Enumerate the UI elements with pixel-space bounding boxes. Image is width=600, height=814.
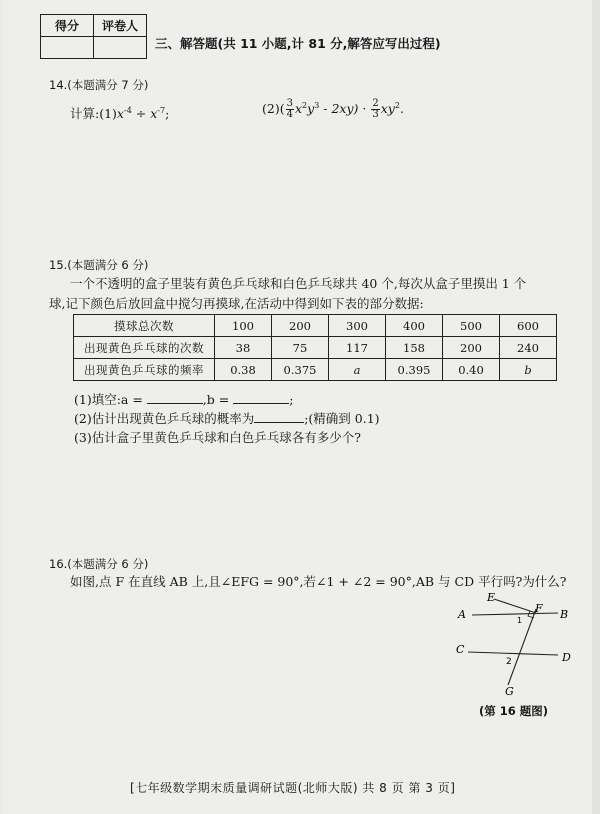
label-d: D	[562, 651, 571, 664]
table-cell: 600	[500, 315, 557, 337]
answer-blank-probability[interactable]	[254, 411, 304, 423]
table-cell: a	[329, 359, 386, 381]
table-row	[74, 337, 557, 359]
table-cell: 200	[272, 315, 329, 337]
score-header: 得分	[41, 15, 94, 37]
q16-text: 如图,点 F 在直线 AB 上,且∠EFG = 90°,若∠1 + ∠2 = 90°,AB 与 CD 平行吗?为什么?	[70, 574, 567, 589]
row-label: 出现黄色乒乓球的频率	[74, 359, 215, 381]
table-cell: 0.40	[443, 359, 500, 381]
label-e: E	[487, 591, 496, 604]
table-cell: 117	[329, 337, 386, 359]
fraction-3-4: $\frac{3}{4}$	[286, 98, 293, 120]
table-cell: 200	[443, 337, 500, 359]
table-cell: 158	[386, 337, 443, 359]
label-g: G	[505, 685, 514, 697]
row-label: 摸球总次数	[74, 315, 215, 337]
page-edge-shadow	[592, 0, 600, 814]
line-cd	[468, 652, 558, 655]
angle-1-label: 1	[517, 616, 523, 625]
q16-heading: 16.(本题满分 6 分)	[49, 557, 149, 571]
label-b: B	[560, 608, 569, 621]
section-title: 三、解答题(共 11 小题,计 81 分,解答应写出过程)	[155, 36, 441, 51]
table-cell: 0.395	[386, 359, 443, 381]
q14-heading: 14.(本题满分 7 分)	[49, 78, 149, 92]
q15-heading: 15.(本题满分 6 分)	[49, 258, 149, 272]
table-cell: 38	[215, 337, 272, 359]
q15-sub1: (1)填空:a = ,b = ;	[74, 392, 294, 407]
angle-2-label: 2	[506, 657, 512, 667]
table-cell: 240	[500, 337, 557, 359]
label-c: C	[456, 643, 465, 656]
table-cell: 75	[272, 337, 329, 359]
row-label: 出现黄色乒乓球的次数	[74, 337, 215, 359]
table-cell: b	[500, 359, 557, 381]
q14-part2: (2)( $\frac{3}{4}$ $x^2y^3 - 2xy$) · $\frac{2}{3}$ $xy^2$.	[262, 98, 404, 120]
q14-lead: 计算:(1)	[70, 106, 117, 121]
table-cell: 0.375	[272, 359, 329, 381]
fraction-2-3: $\frac{2}{3}$	[372, 98, 379, 120]
table-row	[74, 359, 557, 381]
grader-header: 评卷人	[94, 15, 147, 37]
score-cell	[41, 37, 94, 59]
table-cell: 300	[329, 315, 386, 337]
q16-figure	[450, 585, 580, 697]
q14-part1: 计算$:(1)x^{-4} \div x^{-7}$;	[70, 106, 170, 121]
table-cell: 100	[215, 315, 272, 337]
label-a: A	[458, 608, 466, 621]
line-ab	[472, 613, 558, 615]
table-cell: 500	[443, 315, 500, 337]
score-box	[40, 14, 147, 59]
q15-line1: 一个不透明的盒子里装有黄色乒乓球和白色乒乓球共 40 个,每次从盒子里摸出 1 个	[70, 276, 527, 291]
answer-blank-b[interactable]	[233, 392, 289, 404]
grader-cell	[94, 37, 147, 59]
q16-figure-caption: (第 16 题图)	[479, 704, 549, 718]
q15-sub3: (3)估计盒子里黄色乒乓球和白色乒乓球各有多少个?	[74, 430, 361, 445]
page-footer: [七年级数学期末质量调研试题(北师大版) 共 8 页 第 3 页]	[130, 781, 456, 795]
table-cell: 400	[386, 315, 443, 337]
table-row	[74, 315, 557, 337]
q15-line2: 球,记下颜色后放回盒中搅匀再摸球,在活动中得到如下表的部分数据:	[49, 296, 424, 311]
label-f: F	[535, 602, 543, 615]
table-cell: 0.38	[215, 359, 272, 381]
q15-sub2: (2)估计出现黄色乒乓球的概率为 ;(精确到 0.1)	[74, 411, 380, 426]
answer-blank-a[interactable]	[147, 392, 203, 404]
q15-data-table	[73, 314, 557, 381]
